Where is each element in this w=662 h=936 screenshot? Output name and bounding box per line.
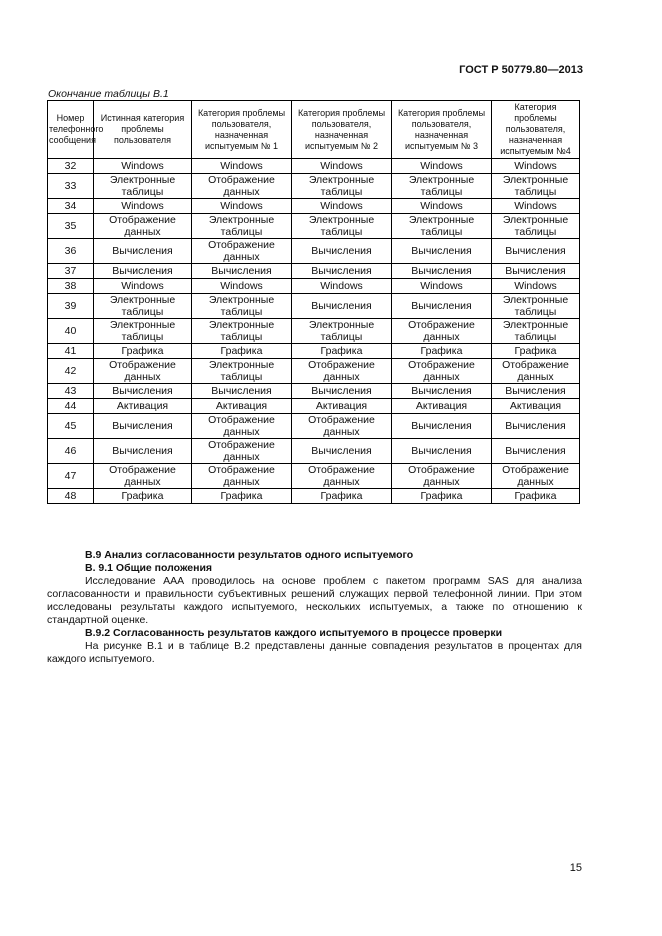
column-header: Номер телефонного сообщения <box>48 101 94 159</box>
table-row <box>48 264 580 279</box>
category-cell: Вычисления <box>292 294 392 319</box>
category-cell: Графика <box>94 344 192 359</box>
category-cell: Отображение данных <box>192 439 292 464</box>
table-body <box>48 159 580 504</box>
category-cell: Windows <box>492 199 580 214</box>
category-cell: Электронные таблицы <box>392 214 492 239</box>
category-cell: Электронные таблицы <box>94 294 192 319</box>
category-cell: Отображение данных <box>292 414 392 439</box>
category-cell: Отображение данных <box>392 464 492 489</box>
category-cell: Графика <box>292 344 392 359</box>
category-cell: Windows <box>392 159 492 174</box>
category-cell: Вычисления <box>492 264 580 279</box>
message-number-cell: 42 <box>48 359 94 384</box>
table-row <box>48 214 580 239</box>
category-cell: Электронные таблицы <box>94 319 192 344</box>
category-cell: Вычисления <box>94 264 192 279</box>
table-caption: Окончание таблицы В.1 <box>48 88 169 100</box>
message-number-cell: 40 <box>48 319 94 344</box>
column-header: Категория проблемы пользователя, назначенная испытуемым № 1 <box>192 101 292 159</box>
results-table <box>47 100 580 504</box>
category-cell: Отображение данных <box>192 414 292 439</box>
category-cell: Windows <box>392 279 492 294</box>
category-cell: Электронные таблицы <box>492 214 580 239</box>
category-cell: Вычисления <box>292 384 392 399</box>
table-header-row <box>48 101 580 159</box>
message-number-cell: 35 <box>48 214 94 239</box>
category-cell: Вычисления <box>392 414 492 439</box>
category-cell: Графика <box>492 344 580 359</box>
table-row <box>48 399 580 414</box>
category-cell: Вычисления <box>192 384 292 399</box>
message-number-cell: 36 <box>48 239 94 264</box>
section-heading-b9: В.9 Анализ согласованности результатов одного испытуемого <box>85 549 414 561</box>
category-cell: Windows <box>192 199 292 214</box>
category-cell: Электронные таблицы <box>192 214 292 239</box>
table-row <box>48 384 580 399</box>
category-cell: Электронные таблицы <box>492 319 580 344</box>
section-heading-b92: В.9.2 Согласованность результатов каждого испытуемого в процессе проверки <box>85 627 503 639</box>
category-cell: Вычисления <box>392 239 492 264</box>
category-cell: Активация <box>392 399 492 414</box>
table-row <box>48 489 580 504</box>
category-cell: Электронные таблицы <box>292 319 392 344</box>
category-cell: Вычисления <box>94 414 192 439</box>
category-cell: Отображение данных <box>192 174 292 199</box>
message-number-cell: 41 <box>48 344 94 359</box>
category-cell: Вычисления <box>392 439 492 464</box>
message-number-cell: 37 <box>48 264 94 279</box>
table-row <box>48 359 580 384</box>
column-header: Категория проблемы пользователя, назначенная испытуемым №4 <box>492 101 580 159</box>
page-number: 15 <box>569 862 582 874</box>
category-cell: Отображение данных <box>292 359 392 384</box>
category-cell: Активация <box>492 399 580 414</box>
category-cell: Отображение данных <box>94 359 192 384</box>
category-cell: Активация <box>292 399 392 414</box>
table-row <box>48 279 580 294</box>
category-cell: Вычисления <box>94 384 192 399</box>
category-cell: Windows <box>94 279 192 294</box>
category-cell: Windows <box>492 159 580 174</box>
table-row <box>48 294 580 319</box>
message-number-cell: 48 <box>48 489 94 504</box>
message-number-cell: 34 <box>48 199 94 214</box>
column-header: Истинная категория проблемы пользователя <box>94 101 192 159</box>
category-cell: Вычисления <box>392 264 492 279</box>
category-cell: Электронные таблицы <box>292 174 392 199</box>
category-cell: Отображение данных <box>94 464 192 489</box>
category-cell: Вычисления <box>392 384 492 399</box>
category-cell: Отображение данных <box>492 359 580 384</box>
category-cell: Вычисления <box>94 439 192 464</box>
category-cell: Электронные таблицы <box>392 174 492 199</box>
table-row <box>48 439 580 464</box>
paragraph-1: Исследование ААА проводилось на основе проблем с пакетом программ SAS для анализа согласованности и правильности субъективных решений служащих первой телефонной линии. При этом исследованы результаты каждого испытуемого, нескольких испытуемых, а также по отношению к стандартной оценке. <box>47 575 582 626</box>
category-cell: Windows <box>94 159 192 174</box>
category-cell: Отображение данных <box>392 359 492 384</box>
category-cell: Электронные таблицы <box>192 294 292 319</box>
category-cell: Вычисления <box>492 439 580 464</box>
category-cell: Вычисления <box>292 264 392 279</box>
category-cell: Windows <box>292 159 392 174</box>
table-row <box>48 199 580 214</box>
category-cell: Вычисления <box>492 239 580 264</box>
table-row <box>48 159 580 174</box>
table-row <box>48 319 580 344</box>
message-number-cell: 45 <box>48 414 94 439</box>
message-number-cell: 46 <box>48 439 94 464</box>
category-cell: Графика <box>292 489 392 504</box>
column-header: Категория проблемы пользователя, назначенная испытуемым № 3 <box>392 101 492 159</box>
category-cell: Windows <box>192 279 292 294</box>
paragraph-2: На рисунке В.1 и в таблице В.2 представлены данные совпадения результатов в процентах для каждого испытуемого. <box>47 640 582 665</box>
table-row <box>48 174 580 199</box>
message-number-cell: 32 <box>48 159 94 174</box>
category-cell: Отображение данных <box>192 239 292 264</box>
message-number-cell: 44 <box>48 399 94 414</box>
category-cell: Электронные таблицы <box>192 359 292 384</box>
table-row <box>48 464 580 489</box>
category-cell: Отображение данных <box>292 464 392 489</box>
category-cell: Графика <box>492 489 580 504</box>
message-number-cell: 43 <box>48 384 94 399</box>
message-number-cell: 47 <box>48 464 94 489</box>
message-number-cell: 39 <box>48 294 94 319</box>
category-cell: Отображение данных <box>492 464 580 489</box>
category-cell: Графика <box>392 489 492 504</box>
category-cell: Графика <box>94 489 192 504</box>
section-heading-b91: В. 9.1 Общие положения <box>85 562 213 574</box>
category-cell: Электронные таблицы <box>94 174 192 199</box>
category-cell: Windows <box>292 199 392 214</box>
column-header: Категория проблемы пользователя, назначенная испытуемым № 2 <box>292 101 392 159</box>
category-cell: Графика <box>192 489 292 504</box>
category-cell: Вычисления <box>192 264 292 279</box>
body-text <box>47 549 582 666</box>
category-cell: Отображение данных <box>392 319 492 344</box>
category-cell: Графика <box>192 344 292 359</box>
table-row <box>48 414 580 439</box>
category-cell: Вычисления <box>492 414 580 439</box>
message-number-cell: 38 <box>48 279 94 294</box>
category-cell: Вычисления <box>392 294 492 319</box>
document-header: ГОСТ Р 50779.80—2013 <box>459 64 583 76</box>
category-cell: Отображение данных <box>94 214 192 239</box>
category-cell: Windows <box>192 159 292 174</box>
category-cell: Электронные таблицы <box>492 294 580 319</box>
category-cell: Электронные таблицы <box>292 214 392 239</box>
category-cell: Вычисления <box>94 239 192 264</box>
table-row <box>48 344 580 359</box>
category-cell: Вычисления <box>292 239 392 264</box>
category-cell: Windows <box>492 279 580 294</box>
category-cell: Графика <box>392 344 492 359</box>
category-cell: Активация <box>192 399 292 414</box>
message-number-cell: 33 <box>48 174 94 199</box>
category-cell: Электронные таблицы <box>492 174 580 199</box>
category-cell: Отображение данных <box>192 464 292 489</box>
category-cell: Электронные таблицы <box>192 319 292 344</box>
category-cell: Активация <box>94 399 192 414</box>
category-cell: Вычисления <box>492 384 580 399</box>
category-cell: Windows <box>292 279 392 294</box>
category-cell: Вычисления <box>292 439 392 464</box>
category-cell: Windows <box>392 199 492 214</box>
category-cell: Windows <box>94 199 192 214</box>
table-row <box>48 239 580 264</box>
